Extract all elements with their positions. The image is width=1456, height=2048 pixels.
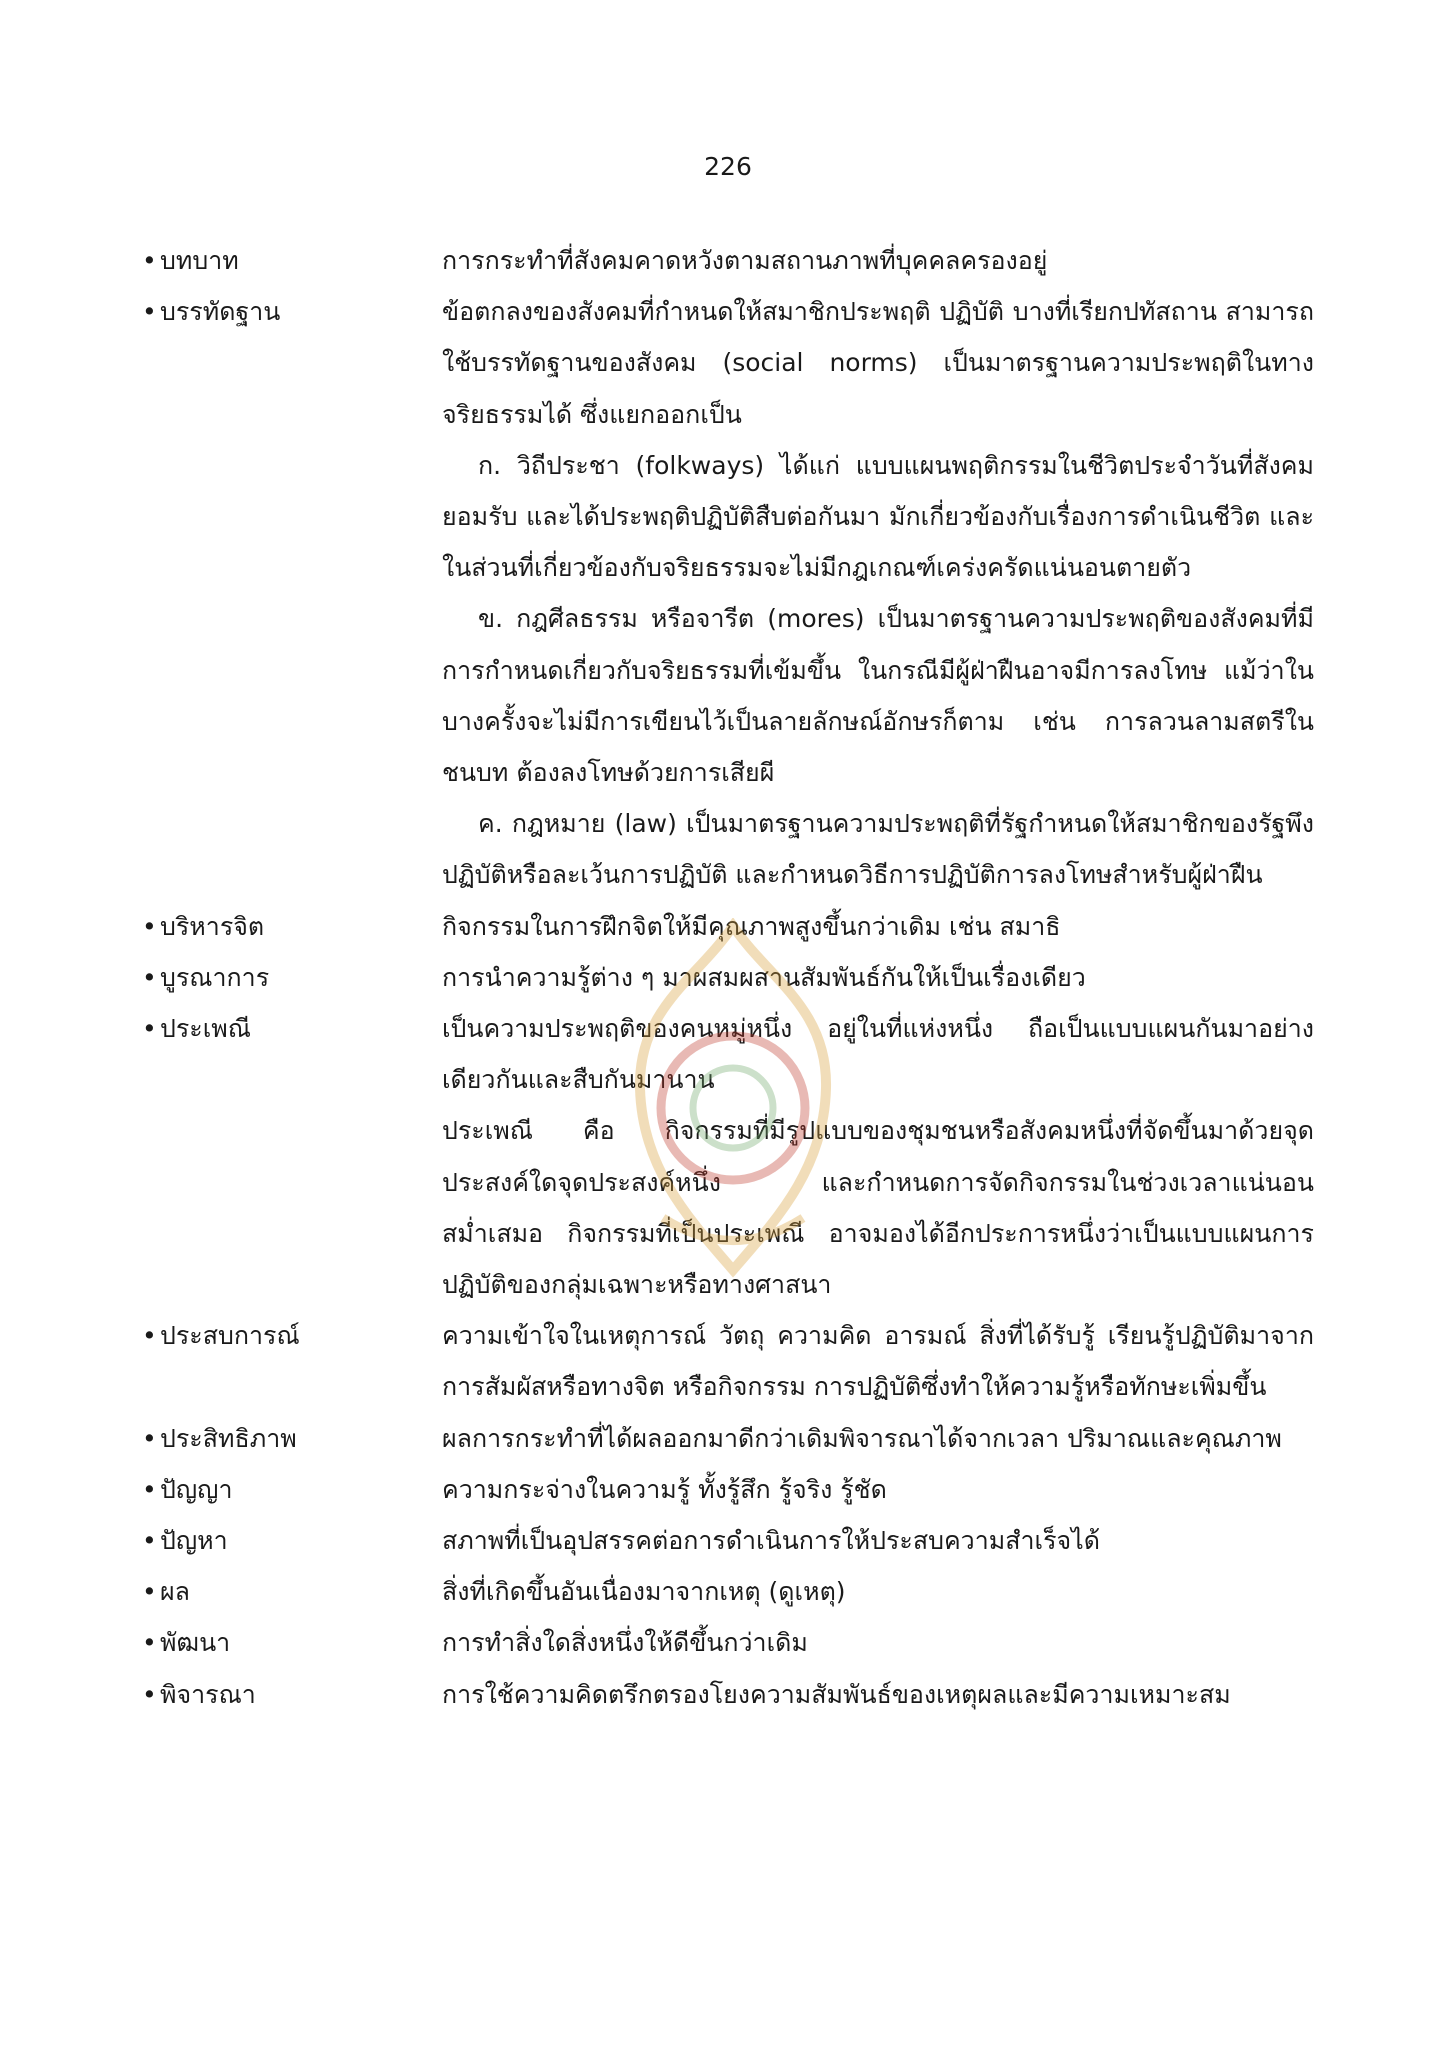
bullet-icon: • [142,911,157,941]
bullet-icon: • [142,1014,157,1044]
glossary-definition [442,1310,1314,1412]
glossary-term-label: ประสบการณ์ [160,1321,300,1351]
glossary-entry [142,1617,1314,1668]
definition-paragraph: ความเข้าใจในเหตุการณ์ วัตถุ ความคิด อารมณ์ สิ่งที่ได้รับรู้ เรียนรู้ปฏิบัติมาจากการสัมผัสหรือทางจิต หรือกิจกรรม การปฏิบัติซึ่งทำให้ความรู้หรือทักษะเพิ่มขึ้น [442,1321,1314,1402]
glossary-term-label: บทบาท [160,246,239,275]
bullet-icon: • [142,1474,157,1504]
glossary-definition [442,286,1314,900]
bullet-icon: • [142,1321,157,1351]
bullet-icon: • [142,1628,157,1658]
glossary-definition [442,235,1314,286]
glossary-term [142,1617,442,1668]
bullet-icon: • [142,1577,157,1607]
definition-paragraph: การใช้ความคิดตรึกตรองโยงความสัมพันธ์ของเหตุผลและมีความเหมาะสม [442,1679,1231,1709]
glossary-term-label: บริหารจิต [160,911,265,941]
bullet-icon: • [142,1423,157,1453]
glossary-definition [442,1413,1314,1464]
definition-paragraph: สภาพที่เป็นอุปสรรคต่อการดำเนินการให้ประสบความสำเร็จได้ [442,1526,1100,1556]
glossary-term-label: บรรทัดฐาน [160,297,281,327]
glossary-entry [142,1413,1314,1464]
glossary-term-label: ผล [160,1577,190,1607]
glossary-term-label: ประสิทธิภาพ [160,1423,297,1453]
glossary-entry [142,1566,1314,1617]
glossary-term [142,1310,442,1361]
glossary-definition [442,1515,1314,1566]
bullet-icon: • [142,297,157,327]
glossary-entry [142,286,1314,900]
glossary-term [142,901,442,952]
definition-paragraph: ข. กฎศีลธรรม หรือจารีต (mores) เป็นมาตรฐานความประพฤติของสังคมที่มีการกำหนดเกี่ยวกับจริยธรรมที่เข้มขึ้น ในกรณีมีผู้ฝ่าฝืนอาจมีการลงโทษ แม้ว่าในบางครั้งจะไม่มีการเขียนไว้เป็นลายลักษณ์อักษรก็ตาม เช่น การลวนลามสตรีในชนบท ต้องลงโทษด้วยการเสียผี [442,604,1314,788]
glossary-term [142,1003,442,1054]
glossary-entry [142,1003,1314,1310]
glossary-term-label: พิจารณา [160,1679,256,1709]
page-number: 226 [704,152,752,181]
glossary-list [142,235,1314,1720]
bullet-icon: • [142,246,157,275]
glossary-term [142,952,442,1003]
glossary-entry [142,952,1314,1003]
glossary-term-label: พัฒนา [160,1628,231,1658]
definition-paragraph: ค. กฎหมาย (law) เป็นมาตรฐานความประพฤติที่รัฐกำหนดให้สมาชิกของรัฐพึงปฏิบัติหรือละเว้นการปฏิบัติ และกำหนดวิธีการปฏิบัติการลงโทษสำหรับผู้ฝ่าฝืน [442,809,1314,890]
glossary-entry [142,901,1314,952]
bullet-icon: • [142,1679,157,1709]
glossary-term [142,1515,442,1566]
glossary-definition [442,1617,1314,1668]
glossary-definition [442,1464,1314,1515]
glossary-entry [142,235,1314,286]
glossary-entry [142,1464,1314,1515]
glossary-definition [442,1566,1314,1617]
glossary-term [142,235,442,286]
glossary-term-label: ประเพณี [160,1014,251,1044]
definition-paragraph: ข้อตกลงของสังคมที่กำหนดให้สมาชิกประพฤติ ปฏิบัติ บางที่เรียกปทัสถาน สามารถใช้บรรทัดฐานของสังคม (social norms) เป็นมาตรฐานความประพฤติในทางจริยธรรมได้ ซึ่งแยกออกเป็น [442,297,1314,429]
glossary-term [142,1669,442,1720]
definition-paragraph: การทำสิ่งใดสิ่งหนึ่งให้ดีขึ้นกว่าเดิม [442,1628,808,1658]
definition-paragraph: กิจกรรมในการฝึกจิตให้มีคุณภาพสูงขึ้นกว่าเดิม เช่น สมาธิ [442,911,1061,941]
glossary-definition [442,901,1314,952]
glossary-term-label: บูรณาการ [160,962,270,992]
definition-paragraph: ผลการกระทำที่ได้ผลออกมาดีกว่าเดิมพิจารณาได้จากเวลา ปริมาณและคุณภาพ [442,1423,1282,1453]
definition-paragraph: การนำความรู้ต่าง ๆ มาผสมผสานสัมพันธ์กันให้เป็นเรื่องเดียว [442,962,1086,992]
glossary-term-label: ปัญญา [160,1474,233,1504]
glossary-term [142,1464,442,1515]
glossary-entry [142,1310,1314,1412]
glossary-term [142,1566,442,1617]
glossary-term-label: ปัญหา [160,1526,228,1556]
glossary-definition [442,1669,1314,1720]
definition-paragraph: การกระทำที่สังคมคาดหวังตามสถานภาพที่บุคคลครองอยู่ [442,246,1048,275]
glossary-term [142,1413,442,1464]
definition-paragraph: สิ่งที่เกิดขึ้นอันเนื่องมาจากเหตุ (ดูเหตุ) [442,1577,846,1607]
definition-paragraph: ก. วิถีประชา (folkways) ได้แก่ แบบแผนพฤติกรรมในชีวิตประจำวันที่สังคมยอมรับ และได้ประพฤติปฏิบัติสืบต่อกันมา มักเกี่ยวข้องกับเรื่องการดำเนินชีวิต และในส่วนที่เกี่ยวข้องกับจริยธรรมจะไม่มีกฎเกณฑ์เคร่งครัดแน่นอนตายตัว [442,450,1314,583]
definition-paragraph: เป็นความประพฤติของคนหมู่หนึ่ง อยู่ในที่แห่งหนึ่ง ถือเป็นแบบแผนกันมาอย่างเดียวกันและสืบกันมานาน [442,1014,1314,1095]
glossary-term [142,286,442,337]
bullet-icon: • [142,1526,157,1556]
glossary-entry [142,1515,1314,1566]
bullet-icon: • [142,962,157,992]
definition-paragraph: ความกระจ่างในความรู้ ทั้งรู้สึก รู้จริง รู้ชัด [442,1474,887,1504]
glossary-definition [442,1003,1314,1310]
glossary-definition [442,952,1314,1003]
definition-paragraph: ประเพณี คือ กิจกรรมที่มีรูปแบบของชุมชนหรือสังคมหนึ่งที่จัดขึ้นมาด้วยจุดประสงค์ใดจุดประสงค์หนึ่ง และกำหนดการจัดกิจกรรมในช่วงเวลาแน่นอนสม่ำเสมอ กิจกรรมที่เป็นประเพณี อาจมองได้อีกประการหนึ่งว่าเป็นแบบแผนการปฏิบัติของกลุ่มเฉพาะหรือทางศาสนา [442,1116,1314,1300]
glossary-entry [142,1669,1314,1720]
